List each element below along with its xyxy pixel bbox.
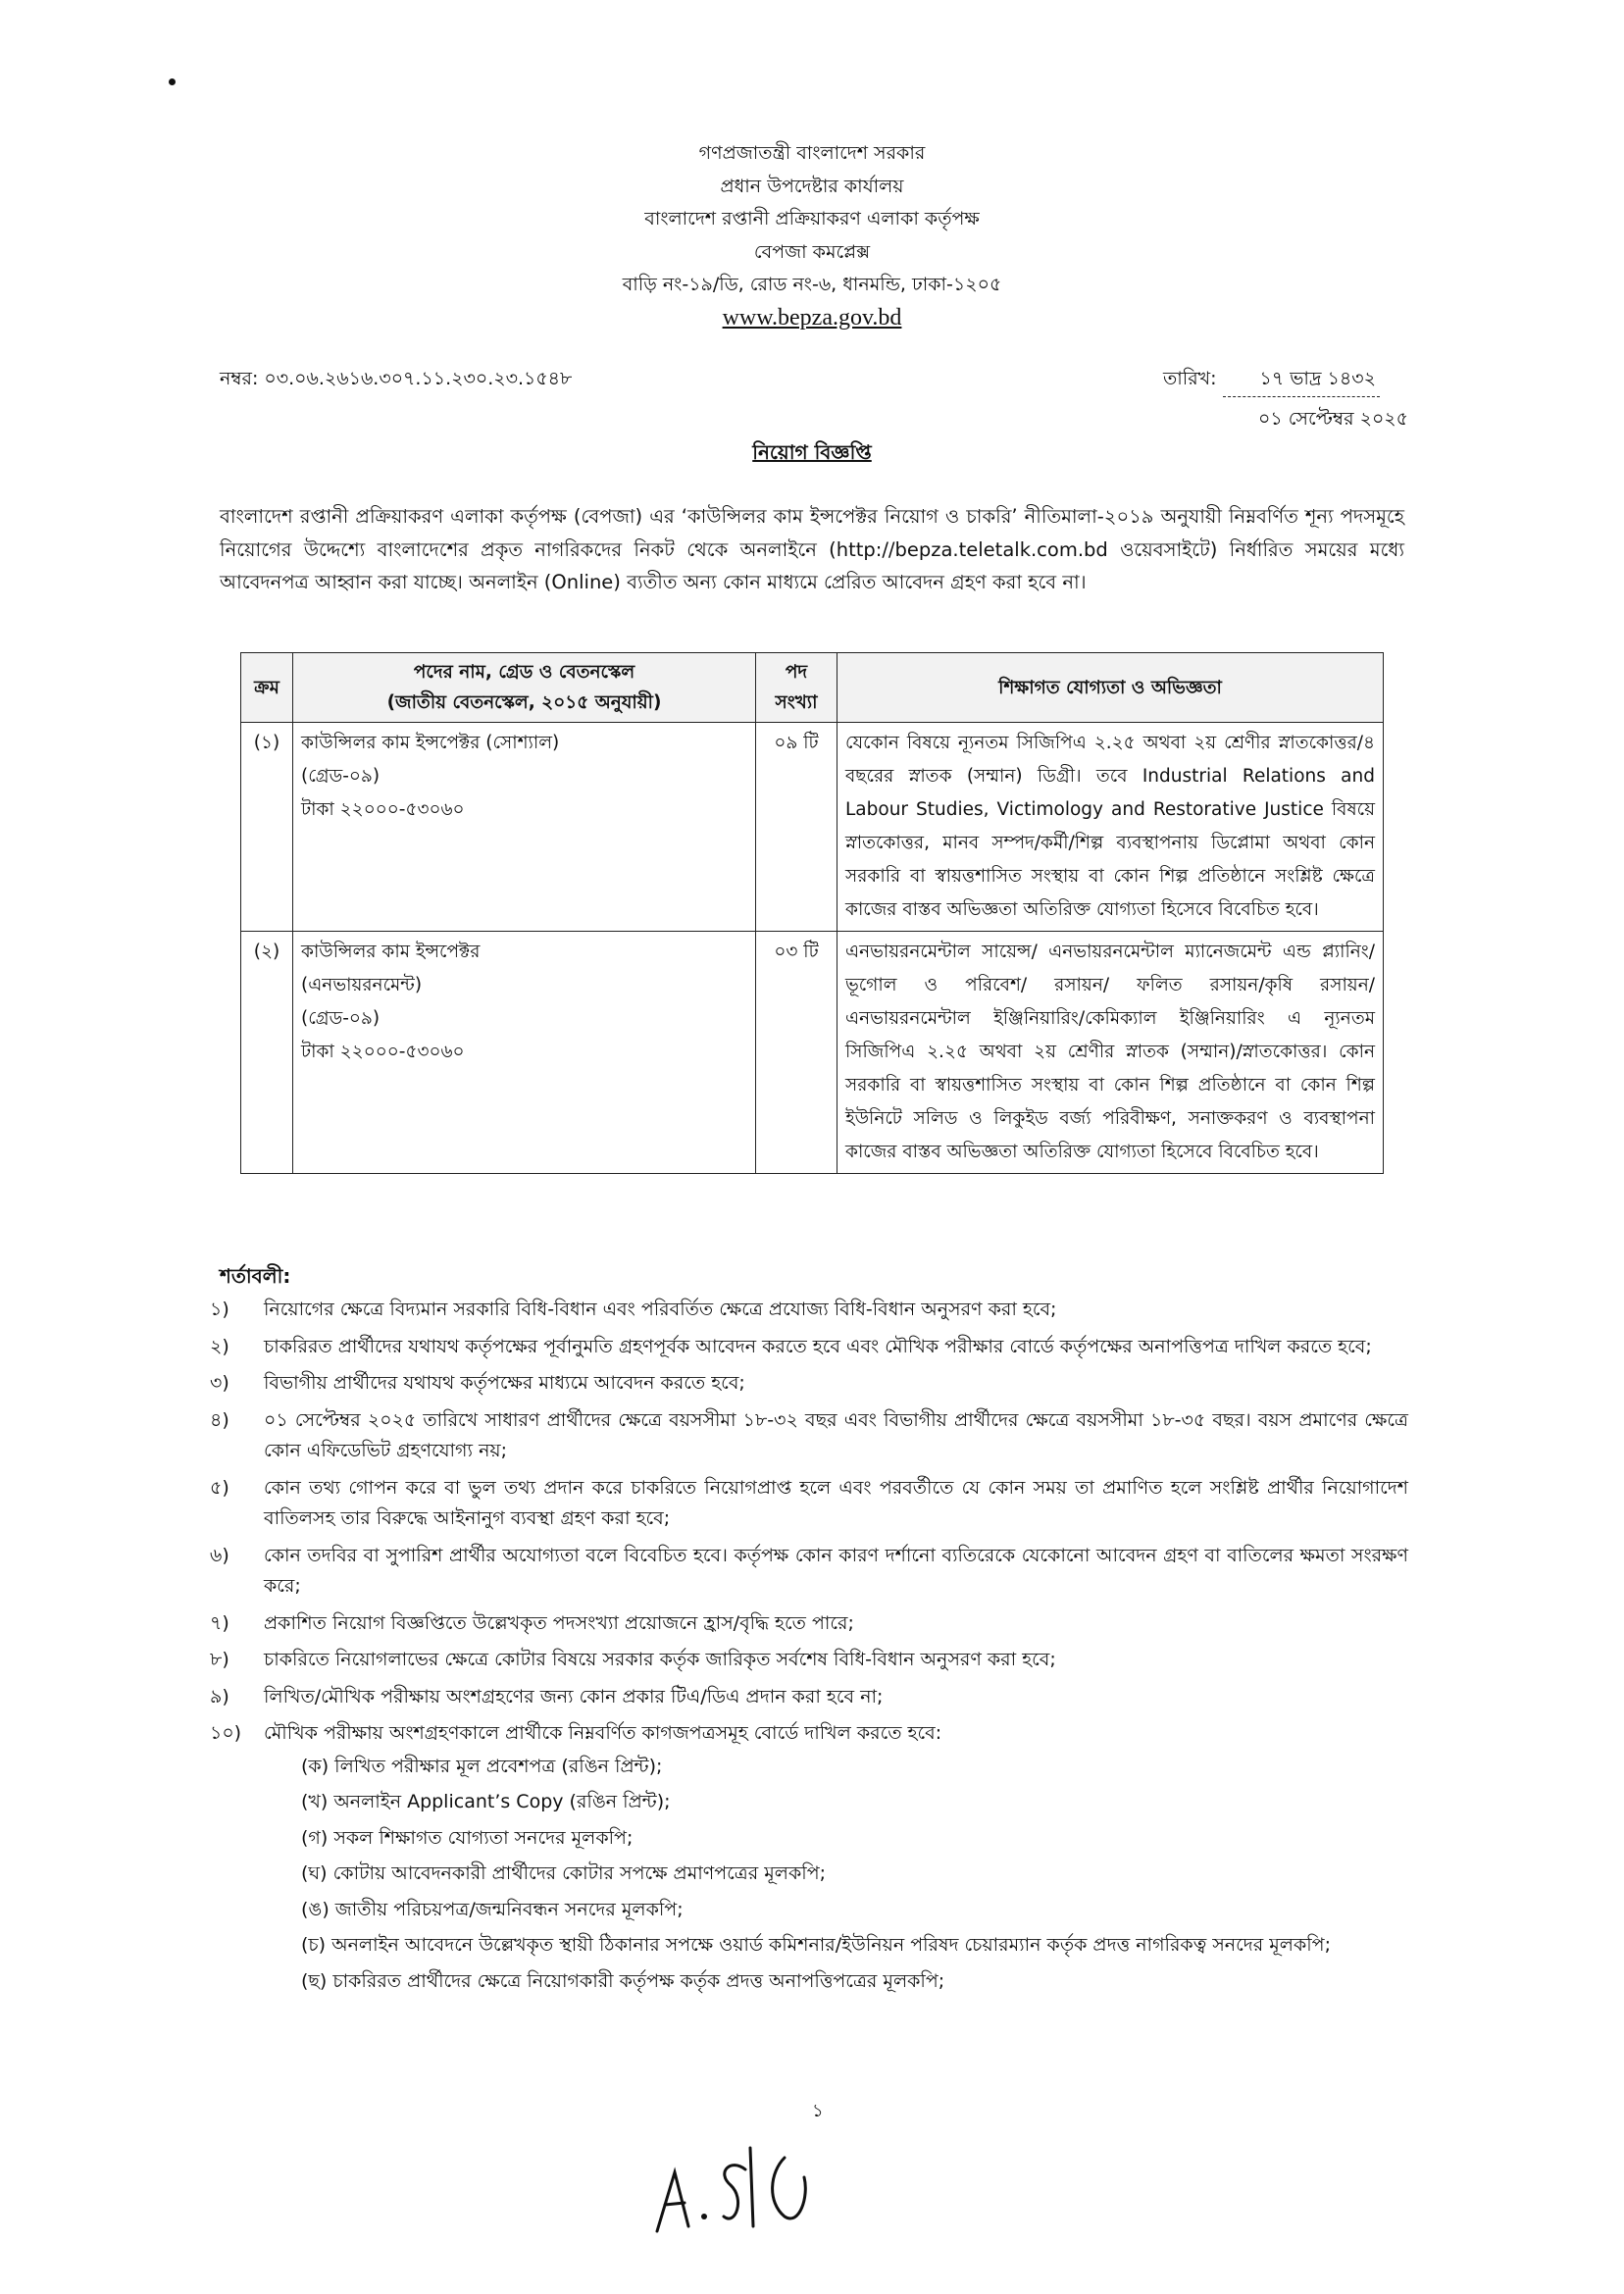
post-grade: (গ্রেড-০৯) bbox=[301, 766, 381, 787]
term-text: কোন তদবির বা সুপারিশ প্রার্থীর অযোগ্যতা বলে বিবেচিত হবে। কর্তৃপক্ষ কোন কারণ দর্শানো ব্যতিরেকে যেকোনো আবেদন গ্রহণ বা বাতিলের ক্ষমতা সংরক্ষণ করে; bbox=[264, 1544, 1408, 1597]
terms-list bbox=[210, 1295, 1408, 2003]
document-item: (ক) লিখিত পরীক্ষার মূল প্রবেশপত্র (রঙিন প্রিন্ট); bbox=[301, 1755, 663, 1777]
term-number: ৯) bbox=[210, 1685, 229, 1708]
term-text: চাকরিরত প্রার্থীদের যথাযথ কর্তৃপক্ষের পূর্বানুমতি গ্রহণপূর্বক আবেদন করতে হবে এবং মৌখিক পরীক্ষার বোর্ডে কর্তৃপক্ষের অনাপত্তিপত্র দাখিল করতে হবে; bbox=[264, 1335, 1372, 1357]
row-post-count: ০৩ টি bbox=[756, 932, 837, 1174]
term-item bbox=[210, 1645, 1408, 1676]
notice-title-text: নিয়োগ বিজ্ঞপ্তি bbox=[752, 440, 872, 464]
signature-stroke bbox=[657, 2172, 688, 2231]
term-number: ৮) bbox=[210, 1649, 229, 1670]
term-number: ৭) bbox=[210, 1611, 229, 1634]
term-text: লিখিত/মৌখিক পরীক্ষায় অংশগ্রহণের জন্য কোন প্রকার টিএ/ডিএ প্রদান করা হবে না; bbox=[264, 1685, 884, 1708]
term-item bbox=[210, 1368, 1408, 1400]
date-block bbox=[1163, 365, 1408, 436]
row-qualification: যেকোন বিষয়ে ন্যূনতম সিজিপিএ ২.২৫ অথবা ২য় শ্রেণীর স্নাতকোত্তর/৪ বছরের স্নাতক (সম্মান) ডিগ্রী। তবে Industrial Relations and Labour Studies, Victimology and Restorative Justice বিষয়ে স্নাতকোত্তর, মানব সম্পদ/কর্মী/শিল্প ব্যবস্থাপনায় ডিপ্লোমা অথবা কোন সরকারি বা স্বায়ত্তশাসিত সংস্থায় বা কোন শিল্প প্রতিষ্ঠানে সংশ্লিষ্ট ক্ষেত্রে কাজের বাস্তব অভিজ্ঞতা অতিরিক্ত যোগ্যতা হিসেবে বিবেচিত হবে। bbox=[837, 723, 1384, 932]
letterhead-address: বাড়ি নং-১৯/ডি, রোড নং-৬, ধানমন্ডি, ঢাকা-১২০৫ bbox=[622, 274, 1002, 295]
post-name: কাউন্সিলর কাম ইন্সপেক্টর bbox=[301, 942, 481, 962]
letterhead-line-3: বাংলাদেশ রপ্তানী প্রক্রিয়াকরণ এলাকা কর্তৃপক্ষ bbox=[644, 208, 980, 229]
term-item bbox=[210, 1541, 1408, 1603]
documents-list bbox=[264, 1752, 1408, 1998]
post-pay-scale: টাকা ২২০০০-৫৩০৬০ bbox=[301, 799, 465, 820]
row-post-count: ০৯ টি bbox=[756, 723, 837, 932]
header-post-count-line1: পদ bbox=[785, 662, 808, 683]
term-item bbox=[210, 1682, 1408, 1713]
post-pay-scale: টাকা ২২০০০-৫৩০৬০ bbox=[301, 1042, 465, 1062]
header-post-count-line2: সংখ্যা bbox=[775, 692, 818, 713]
term-text: প্রকাশিত নিয়োগ বিজ্ঞপ্তিতে উল্লেখকৃত পদসংখ্যা প্রয়োজনে হ্রাস/বৃদ্ধি হতে পারে; bbox=[264, 1611, 854, 1634]
table-row bbox=[241, 932, 1384, 1174]
header-qualification: শিক্ষাগত যোগ্যতা ও অভিজ্ঞতা bbox=[837, 653, 1384, 723]
header-post-name-line2: (জাতীয় বেতনস্কেল, ২০১৫ অনুযায়ী) bbox=[386, 692, 662, 713]
term-number: ৫) bbox=[210, 1476, 229, 1499]
signature-stroke bbox=[724, 2148, 805, 2226]
term-number: ৬) bbox=[210, 1544, 229, 1566]
letterhead-line-4: বেপজা কমপ্লেক্স bbox=[753, 240, 871, 263]
website-link[interactable]: www.bepza.gov.bd bbox=[722, 304, 902, 331]
term-item bbox=[210, 1608, 1408, 1640]
document-item: (খ) অনলাইন Applicant’s Copy (রঙিন প্রিন্ট); bbox=[301, 1791, 671, 1812]
header-post-name bbox=[293, 653, 756, 723]
term-item bbox=[210, 1295, 1408, 1326]
document-item: (চ) অনলাইন আবেদনে উল্লেখকৃত স্থায়ী ঠিকানার সপক্ষে ওয়ার্ড কমিশনার/ইউনিয়ন পরিষদ চেয়ারম্যান কর্তৃক প্রদত্ত নাগরিকত্ব সনদের মূলকপি; bbox=[301, 1934, 1331, 1956]
row-serial: (১) bbox=[241, 723, 293, 932]
post-name-extra: (এনভায়রনমেন্ট) bbox=[301, 975, 423, 995]
header-serial: ক্রম bbox=[241, 653, 293, 723]
term-number: ৩) bbox=[210, 1372, 229, 1394]
term-text: কোন তথ্য গোপন করে বা ভুল তথ্য প্রদান করে চাকরিতে নিয়োগপ্রাপ্ত হলে এবং পরবর্তীতে যে কোন সময় তা প্রমাণিত হলে সংশ্লিষ্ট প্রার্থীর নিয়োগাদেশ বাতিলসহ তার বিরুদ্ধে আইনানুগ ব্যবস্থা গ্রহণ করা হবে; bbox=[264, 1476, 1408, 1529]
document-item: (গ) সকল শিক্ষাগত যোগ্যতা সনদের মূলকপি; bbox=[301, 1826, 634, 1849]
signature-dot bbox=[701, 2214, 707, 2219]
signature-scrawl bbox=[637, 2079, 873, 2246]
date-label: তারিখ: bbox=[1163, 368, 1217, 389]
term-text: বিভাগীয় প্রার্থীদের যথাযথ কর্তৃপক্ষের মাধ্যমে আবেদন করতে হবে; bbox=[264, 1372, 745, 1394]
notice-title bbox=[0, 438, 1624, 471]
post-grade: (গ্রেড-০৯) bbox=[301, 1008, 381, 1029]
date-english: ০১ সেপ্টেম্বর ২০২৫ bbox=[1257, 408, 1408, 430]
term-number: ৪) bbox=[210, 1408, 229, 1431]
document-item: (ঙ) জাতীয় পরিচয়পত্র/জন্মনিবন্ধন সনদের মূলকপি; bbox=[301, 1898, 684, 1920]
row-serial: (২) bbox=[241, 932, 293, 1174]
post-name: কাউন্সিলর কাম ইন্সপেক্টর (সোশ্যাল) bbox=[301, 733, 560, 753]
scan-dot-mark bbox=[169, 78, 176, 85]
term-text: মৌখিক পরীক্ষায় অংশগ্রহণকালে প্রার্থীকে নিম্নবর্ণিত কাগজপত্রসমূহ বোর্ডে দাখিল করতে হবে: bbox=[264, 1722, 942, 1744]
term-item bbox=[210, 1473, 1408, 1535]
term-item bbox=[210, 1332, 1408, 1363]
letterhead-line-2: প্রধান উপদেষ্টার কার্যালয় bbox=[720, 175, 904, 197]
term-text: চাকরিতে নিয়োগলাভের ক্ষেত্রে কোটার বিষয়ে সরকার কর্তৃক জারিকৃত সর্বশেষ বিধি-বিধান অনুসরণ করা হবে; bbox=[264, 1649, 1056, 1670]
intro-paragraph: বাংলাদেশ রপ্তানী প্রক্রিয়াকরণ এলাকা কর্তৃপক্ষ (বেপজা) এর ‘কাউন্সিলর কাম ইন্সপেক্টর নিয়োগ ও চাকরি’ নীতিমালা-২০১৯ অনুযায়ী নিম্নবর্ণিত শূন্য পদসমূহে নিয়োগের উদ্দেশ্যে বাংলাদেশের প্রকৃত নাগরিকদের নিকট থেকে অনলাইনে (http://bepza.teletalk.com.bd ওয়েবসাইটে) নির্ধারিত সময়ের মধ্যে আবেদনপত্র আহ্বান করা যাচ্ছে। অনলাইন (Online) ব্যতীত অন্য কোন মাধ্যমে প্রেরিত আবেদন গ্রহণ করা হবে না। bbox=[220, 505, 1404, 593]
term-text: ০১ সেপ্টেম্বর ২০২৫ তারিখে সাধারণ প্রার্থীদের ক্ষেত্রে বয়সসীমা ১৮-৩২ বছর এবং বিভাগীয় প্রার্থীদের ক্ষেত্রে বয়সসীমা ১৮-৩৫ বছর। বয়স প্রমাণের ক্ষেত্রে কোন এফিডেভিট গ্রহণযোগ্য নয়; bbox=[264, 1408, 1408, 1461]
term-number: ১০) bbox=[210, 1722, 242, 1744]
row-post-info bbox=[293, 723, 756, 932]
document-item: (ঘ) কোটায় আবেদনকারী প্রার্থীদের কোটার সপক্ষে প্রমাণপত্রের মূলকপি; bbox=[301, 1862, 826, 1884]
posts-table bbox=[240, 652, 1384, 1174]
terms-title: শর্তাবলী: bbox=[220, 1264, 291, 1288]
memo-number: নম্বর: ০৩.০৬.২৬১৬.৩০৭.১১.২৩০.২৩.১৫৪৮ bbox=[220, 368, 573, 389]
term-item bbox=[210, 1405, 1408, 1467]
document-item: (ছ) চাকরিরত প্রার্থীদের ক্ষেত্রে নিয়োগকারী কর্তৃপক্ষ কর্তৃক প্রদত্ত অনাপত্তিপত্রের মূলকপি; bbox=[301, 1969, 945, 1992]
term-number: ১) bbox=[210, 1299, 229, 1320]
row-post-info bbox=[293, 932, 756, 1174]
signature-page-mark: ১ bbox=[812, 2101, 824, 2121]
table-header-row bbox=[241, 653, 1384, 723]
letterhead bbox=[0, 137, 1624, 334]
row-qualification: এনভায়রনমেন্টাল সায়েন্স/ এনভায়রনমেন্টাল ম্যানেজমেন্ট এন্ড প্ল্যানিং/ ভূগোল ও পরিবেশ/ রসায়ন/ ফলিত রসায়ন/কৃষি রসায়ন/ এনভায়রনমেন্টাল ইঞ্জিনিয়ারিং/কেমিক্যাল ইঞ্জিনিয়ারিং এ ন্যূনতম সিজিপিএ ২.২৫ অথবা ২য় শ্রেণীর স্নাতক (সম্মান)/স্নাতকোত্তর। কোন সরকারি বা স্বায়ত্তশাসিত সংস্থায় বা কোন শিল্প প্রতিষ্ঠানে বা কোন শিল্প ইউনিটে সলিড ও লিকুইড বর্জ্য পরিবীক্ষণ, সনাক্তকরণ ও ব্যবস্থাপনা কাজের বাস্তব অভিজ্ঞতা অতিরিক্ত যোগ্যতা হিসেবে বিবেচিত হবে। bbox=[837, 932, 1384, 1174]
term-number: ২) bbox=[210, 1335, 229, 1357]
letterhead-line-1: গণপ্রজাতন্ত্রী বাংলাদেশ সরকার bbox=[698, 142, 926, 164]
term-item bbox=[210, 1718, 1408, 1997]
header-post-count bbox=[756, 653, 837, 723]
date-bangla: ১৭ ভাদ্র ১৪৩২ bbox=[1223, 365, 1380, 397]
table-row bbox=[241, 723, 1384, 932]
header-post-name-line1: পদের নাম, গ্রেড ও বেতনস্কেল bbox=[413, 662, 635, 683]
term-text: নিয়োগের ক্ষেত্রে বিদ্যমান সরকারি বিধি-বিধান এবং পরিবর্তিত ক্ষেত্রে প্রযোজ্য বিধি-বিধান অনুসরণ করা হবে; bbox=[264, 1299, 1057, 1320]
